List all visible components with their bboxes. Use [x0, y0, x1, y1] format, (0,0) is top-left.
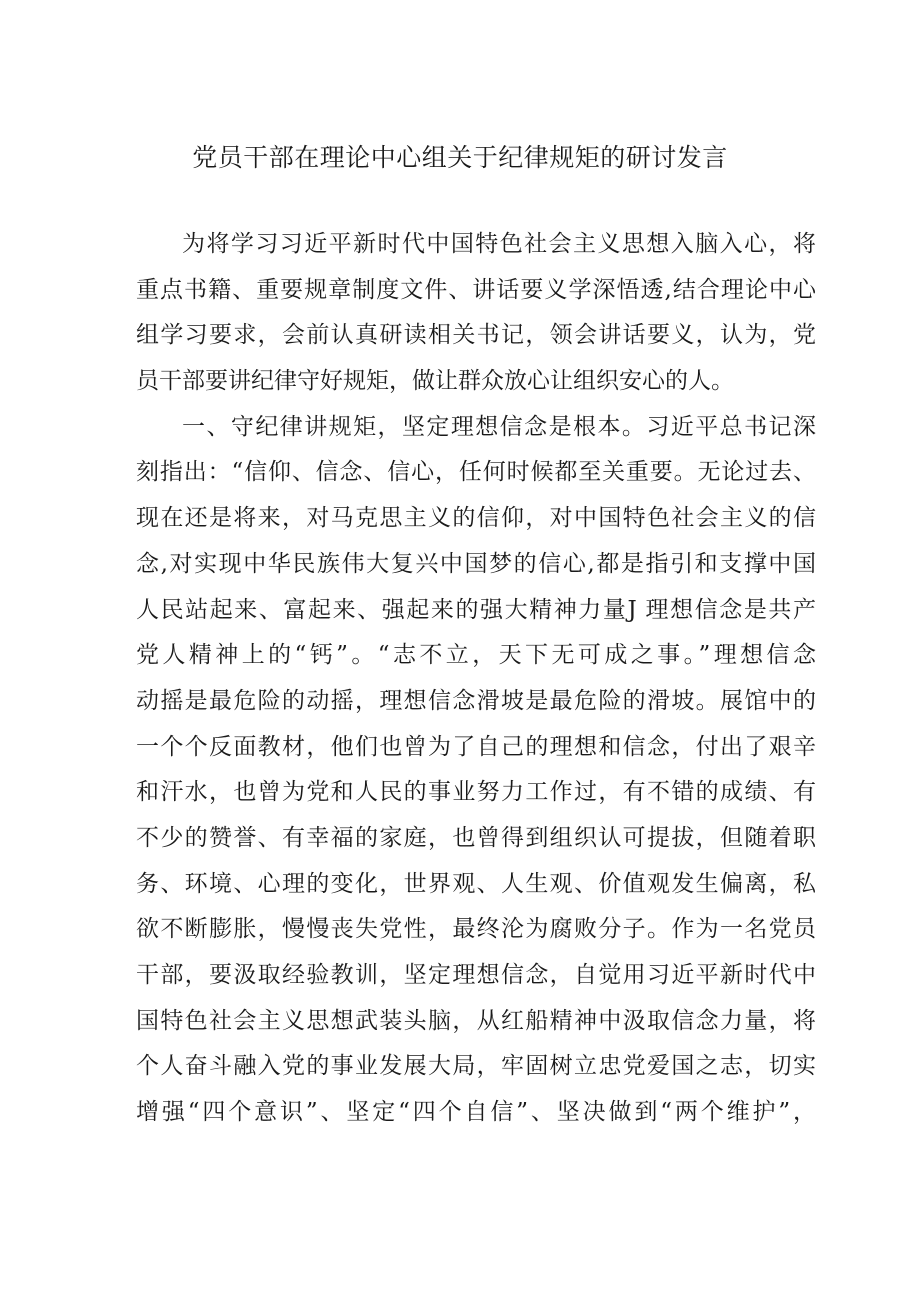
paragraph-2	[136, 405, 816, 1136]
text-line: 欲不断膨胀，慢慢丧失党性，最终沦为腐败分子。作为一名党员	[136, 916, 816, 943]
text-line: 个人奋斗融入党的事业发展大局，牢固树立忠党爱国之志，切实	[136, 1053, 816, 1080]
text-line: 增强“四个意识”、坚定“四个自信”、坚决做到“两个维护”，	[136, 1099, 816, 1126]
text-line: 国特色社会主义思想武装头脑，从红船精神中汲取信念力量，将	[136, 1007, 816, 1034]
text-line: 党人精神上的“钙”。“志不立，天下无可成之事。”理想信念	[136, 642, 816, 669]
text-line: 刻指出：“信仰、信念、信心，任何时候都至关重要。无论过去、	[136, 459, 816, 486]
text-line: 重点书籍、重要规章制度文件、讲话要义学深悟透,结合理论中心	[136, 276, 816, 303]
text-line: 干部，要汲取经验教训，坚定理想信念，自觉用习近平新时代中	[136, 962, 816, 988]
text-line: 念,对实现中华民族伟大复兴中国梦的信心,都是指引和支撑中国	[136, 550, 816, 577]
text-line: 不少的赞誉、有幸福的家庭，也曾得到组织认可提拔，但随着职	[136, 824, 816, 851]
document-body	[136, 222, 816, 1136]
text-line: 人民站起来、富起来、强起来的强大精神力量J 理想信念是共产	[136, 596, 816, 623]
text-line: 组学习要求，会前认真研读相关书记，领会讲话要义，认为，党	[136, 322, 816, 349]
text-line: 和汗水，也曾为党和人民的事业努力工作过，有不错的成绩、有	[136, 779, 816, 806]
paragraph-1	[136, 222, 816, 405]
text-line: 为将学习习近平新时代中国特色社会主义思想入脑入心，将	[182, 231, 816, 257]
text-line: 一个个反面教材，他们也曾为了自己的理想和信念，付出了艰辛	[136, 733, 816, 760]
text-line: 务、环境、心理的变化，世界观、人生观、价值观发生偏离，私	[136, 870, 816, 897]
text-line: 现在还是将来，对马克思主义的信仰，对中国特色社会主义的信	[136, 505, 816, 532]
text-line: 员干部要讲纪律守好规矩，做让群众放心让组织安心的人。	[136, 368, 734, 395]
text-line: 动摇是最危险的动摇，理想信念滑坡是最危险的滑坡。展馆中的	[136, 687, 816, 714]
document-title: 党员干部在理论中心组关于纪律规矩的研讨发言	[192, 143, 728, 172]
text-line: 一、守纪律讲规矩，坚定理想信念是根本。习近平总书记深	[182, 413, 816, 440]
